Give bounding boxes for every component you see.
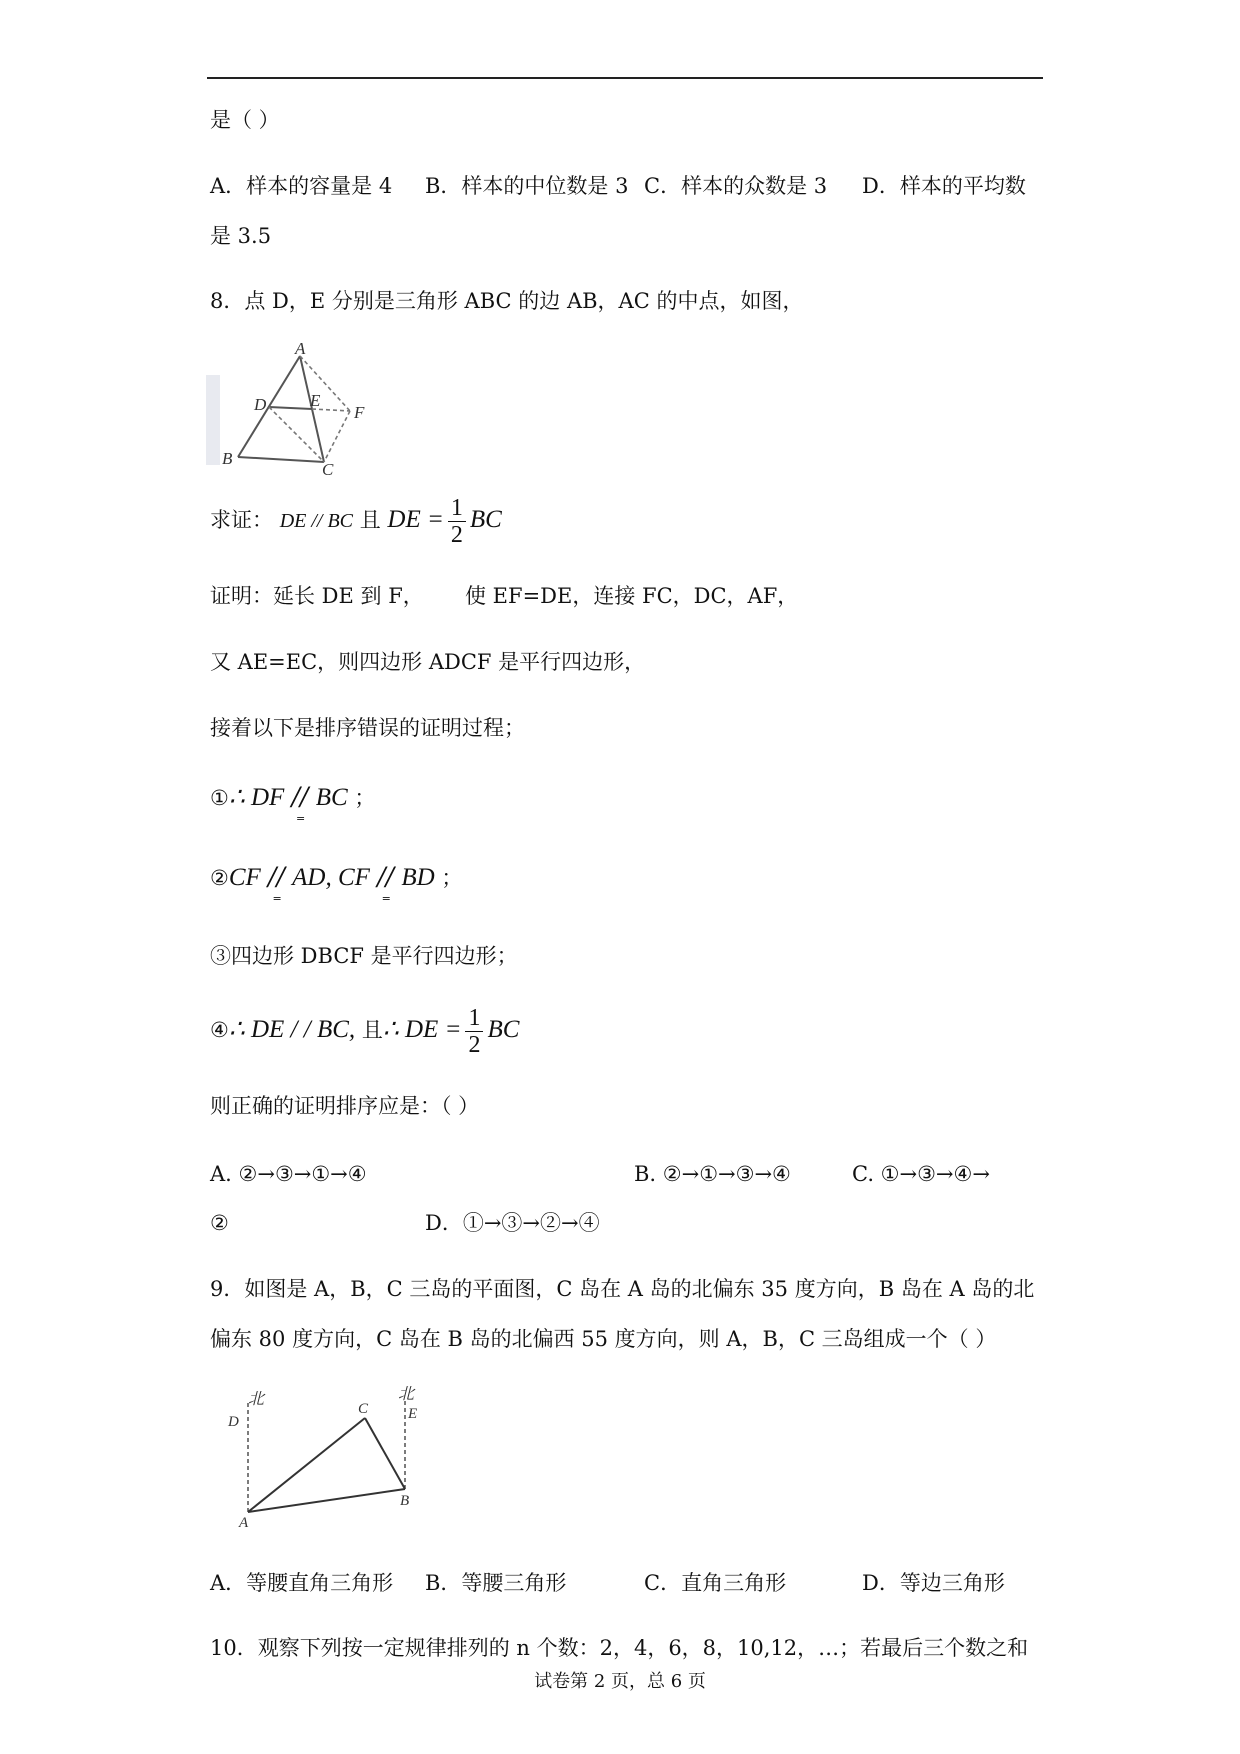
q9-option-a: A．等腰直角三角形 bbox=[210, 1571, 394, 1595]
q9-label-north-b: 北 bbox=[398, 1386, 415, 1403]
q8-step2-end: ； bbox=[441, 866, 463, 890]
q9-option-c: C．直角三角形 bbox=[644, 1571, 787, 1595]
q7-option-a: A．样本的容量是 4 bbox=[210, 174, 393, 198]
q8-step1-expr-a: ∴ DF bbox=[228, 784, 285, 811]
q8-step1-parallel: // bbox=[291, 782, 309, 811]
q9-label-north-a: 北 bbox=[248, 1391, 265, 1408]
q9-label-d: D bbox=[228, 1414, 239, 1430]
q9-stem-line2: 偏东 80 度方向，C 岛在 B 岛的北偏西 55 度方向，则 A，B，C 三岛组成一个（ ） bbox=[210, 1327, 997, 1351]
q10-stem-line1: 10．观察下列按一定规律排列的 n 个数：2，4，6，8，10,12，…；若最后三个数之和 bbox=[210, 1636, 1029, 1660]
q8-proof-line2: 又 AE=EC，则四边形 ADCF 是平行四边形， bbox=[210, 650, 646, 674]
q8-step4-and: 且 bbox=[355, 1018, 383, 1042]
q9-stem-line1: 9．如图是 A，B，C 三岛的平面图，C 岛在 A 岛的北偏东 35 度方向，B 岛在 A 岛的北 bbox=[210, 1277, 1035, 1301]
q8-prove-prefix: 求证： bbox=[210, 508, 273, 532]
q8-prove-denominator: 2 bbox=[450, 522, 463, 548]
q8-step4-b: ∴ DE = bbox=[382, 1016, 462, 1043]
q8-step2-mark: ② bbox=[210, 866, 229, 890]
q8-step4-mark: ④ bbox=[210, 1018, 229, 1042]
q8-option-b: B. ②→①→③→④ bbox=[634, 1162, 791, 1186]
q8-option-d: D．①→③→②→④ bbox=[425, 1211, 600, 1235]
q8-step2-parallel-equal-1 bbox=[267, 862, 285, 905]
q8-prove-expr2: DE = bbox=[387, 506, 444, 533]
q8-step1-end: ； bbox=[354, 786, 376, 810]
q9-label-e: E bbox=[408, 1406, 418, 1422]
q8-step2-c: BD bbox=[401, 864, 435, 891]
q8-step3: ③四边形 DBCF 是平行四边形； bbox=[210, 944, 518, 968]
q8-step4-denominator: 2 bbox=[468, 1032, 481, 1058]
q8-proof-line1b: 使 EF=DE，连接 FC，DC，AF， bbox=[465, 584, 799, 608]
q8-step4-fraction bbox=[465, 1005, 483, 1058]
header-rule bbox=[207, 77, 1043, 79]
q8-step2-par1: // bbox=[268, 862, 285, 891]
q8-label-e: E bbox=[310, 391, 321, 410]
q8-proof-line3: 接着以下是排序错误的证明过程； bbox=[210, 716, 525, 740]
page-footer: 试卷第 2 页，总 6 页 bbox=[534, 1671, 706, 1692]
q8-step2-eq1: = bbox=[272, 892, 282, 905]
q8-step1-mark: ① bbox=[210, 786, 229, 810]
q8-step1-expr-b: BC bbox=[315, 784, 348, 811]
q9-islands-figure bbox=[222, 1385, 437, 1530]
q8-label-f: F bbox=[354, 403, 365, 422]
q8-step4-c: BC bbox=[487, 1016, 520, 1043]
q8-step1-eq: = bbox=[296, 812, 306, 825]
q8-prove-and: 且 bbox=[353, 508, 388, 532]
q8-label-c: C bbox=[322, 460, 334, 475]
q9-label-a: A bbox=[239, 1515, 249, 1530]
q8-label-b: B bbox=[222, 449, 233, 468]
q8-step1-parallel-equal bbox=[291, 782, 309, 825]
q8-prove-expr3: BC bbox=[469, 506, 502, 533]
q8-question: 则正确的证明排序应是：（ ） bbox=[210, 1094, 480, 1118]
q8-label-d: D bbox=[254, 395, 267, 414]
q8-prove-fraction bbox=[448, 495, 466, 548]
q8-stem: 8．点 D，E 分别是三角形 ABC 的边 AB，AC 的中点，如图， bbox=[210, 289, 804, 313]
q7-option-b: B．样本的中位数是 3 bbox=[425, 174, 629, 198]
q8-triangle-figure bbox=[206, 340, 376, 475]
q8-label-a: A bbox=[295, 340, 306, 358]
q8-prove-numerator: 1 bbox=[448, 495, 466, 522]
q8-step2-a: CF bbox=[228, 864, 261, 891]
q9-label-c: C bbox=[358, 1401, 369, 1417]
q8-step2 bbox=[210, 862, 463, 905]
q7-option-d-cont: 是 3.5 bbox=[210, 224, 272, 248]
q9-option-b: B．等腰三角形 bbox=[425, 1571, 567, 1595]
q9-option-d: D．等边三角形 bbox=[862, 1571, 1005, 1595]
q8-step4 bbox=[210, 1002, 519, 1058]
q8-prove-statement bbox=[210, 492, 502, 549]
q8-step2-eq2: = bbox=[381, 892, 391, 905]
q7-option-d: D．样本的平均数 bbox=[862, 174, 1026, 198]
q8-option-c: C. ①→③→④→ bbox=[852, 1162, 990, 1186]
q8-step1 bbox=[210, 782, 376, 825]
q7-tail: 是（ ） bbox=[210, 108, 280, 132]
q8-step4-numerator: 1 bbox=[465, 1005, 483, 1032]
q7-option-c: C．样本的众数是 3 bbox=[644, 174, 828, 198]
q8-step2-par2: // bbox=[377, 862, 395, 891]
q9-label-b: B bbox=[400, 1493, 410, 1509]
q8-option-a: A. ②→③→①→④ bbox=[210, 1162, 367, 1186]
q8-prove-expr1: DE // BC bbox=[279, 510, 354, 532]
q8-step2-parallel-equal-2 bbox=[377, 862, 395, 905]
q8-step4-a: ∴ DE / / BC, bbox=[228, 1016, 356, 1043]
q8-step2-b: AD, CF bbox=[292, 864, 370, 891]
q8-option-c-cont: ② bbox=[210, 1211, 229, 1235]
q8-proof-line1a: 证明：延长 DE 到 F， bbox=[210, 584, 424, 608]
